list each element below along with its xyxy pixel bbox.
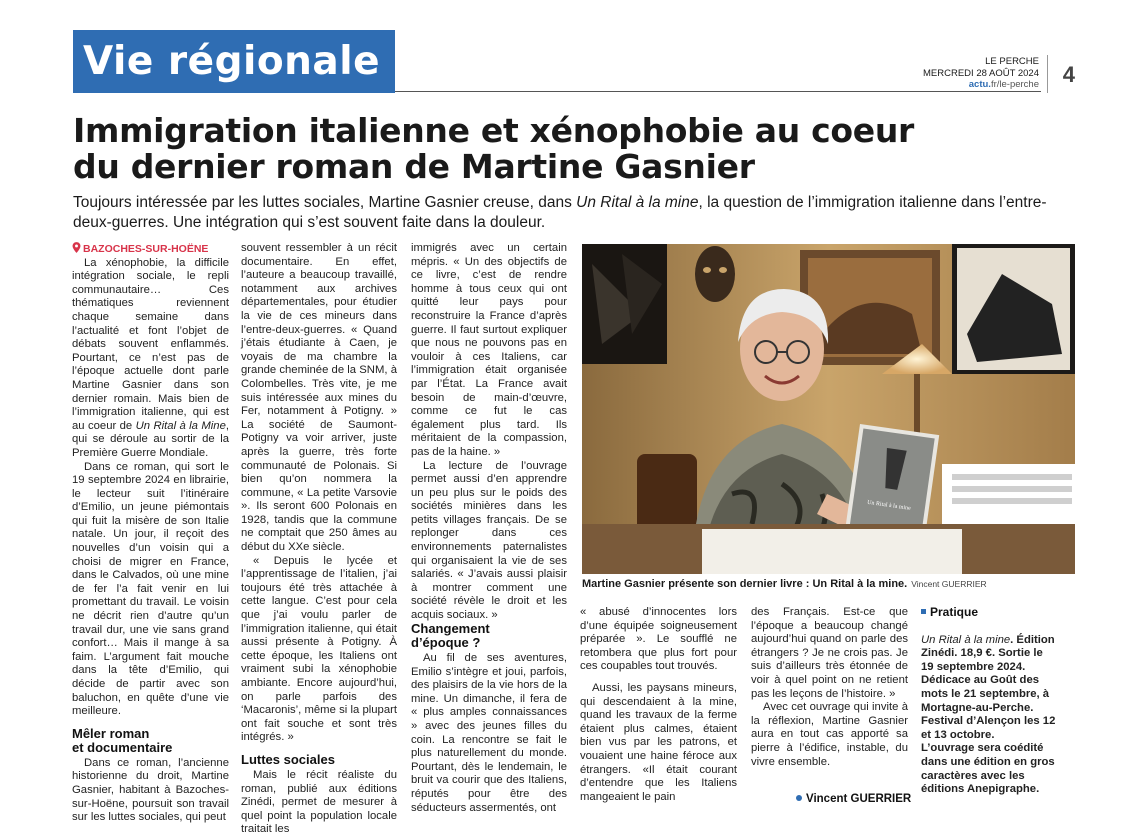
book-title: Un Rital à la mine [921,633,1011,646]
pratique-info [921,634,1056,675]
section-banner [73,30,395,93]
paragraph: La lecture de l’ouvrage permet aussi d’en apprendre un peu plus sur le poids des sociétés minières dans les petits villages français. De se replonger dans ces environnements paternalistes qui organisaient la vie de ses salariés. « J’avais aussi plaisir à montrer comment une société révèle le droit et les acquis sociaux. » [411,459,567,622]
square-bullet-icon [921,609,926,614]
article-column-5 [751,606,908,769]
paragraph: souvent ressembler à un récit documentaire. En effet, l’auteure a beaucoup travaillé, notamment aux archives départementales, pour étudier la vie de ces mineurs dans l’entre-deux-guerres. « Quand j’étais étudiante à Caen, je voyais de ma chambre la grande cheminée de la SNM, à Colombelles. Très vite, je me suis intéressée aux mines du Fer, notamment à Potigny. » La société de Saumont-Potigny va voir arriver, juste après la guerre, très forte communauté de Polonais. Si bien qu’on nommera la commune, « La petite Varsovie ». Ils seront 600 Polonais en 1928, tandis que la commune ne comptait que 250 âmes au début du XXe siècle. [241,242,397,554]
location-name: BAZOCHES-SUR-HOËNE [83,243,209,255]
pratique-line: . Édition Zinédi. 18,9 €. Sortie le 19 septembre 2024. [921,633,1055,673]
article-column-3-lower [411,618,567,815]
bullet-icon [796,795,802,801]
article-lead [73,193,1053,233]
paragraph: Au fil de ses aventures, Emilio s’intègre et joui, parfois, des plaisirs de la vie hors de la mine. Un dimanche, il fera de « plus amples connaissances » avec des jeunes filles du coin. La rencontre se fait le plus naturellement du monde. Pourtant, dès le lendemain, le bruit va courir que des Italiens, réputés pour être des séducteurs assermentés, ont [411,652,567,814]
article-column-4 [580,606,737,804]
paragraph: des Français. Est-ce que l’époque a beaucoup changé aujourd’hui quand on parle des étrangers ? Je ne crois pas. Je suis d’ailleurs très étonnée de voir à quel point on ne retient pas les leçons de l’histoire. » [751,606,908,700]
publication-date: MERCREDI 28 AOÛT 2024 [923,67,1039,79]
lead-part-1: Toujours intéressée par les luttes sociales, Martine Gasnier creuse, dans [73,194,577,211]
subheading-line: et documentaire [72,739,173,755]
article-signature [796,793,911,805]
book-title: Un Rital à la Mine [135,419,226,432]
pratique-box [921,606,1056,797]
section-title: Vie régionale [83,39,381,84]
photo-caption [582,577,1075,591]
paragraph: Avec cet ouvrage qui invite à la réflexion, Martine Gasnier aura en tout cas apporté sa pierre à l’édifice, instable, du vivre ensemble. [751,701,908,768]
paragraph: Mais le récit réaliste du roman, publié aux éditions Zinédi, permet de mesurer à quel point la population locale traitait les [241,768,397,836]
pratique-info: L’ouvrage sera coédité dans une édition en gros caractères avec les éditions Anepigraphe. [921,742,1055,796]
paragraph: « Depuis le lycée et l’apprentissage de l’italien, j’ai toujours été très attachée à cette langue. C’est pour cela que j’ai voulu parler de l’immigration italienne, qui était aussi présente à Potigny. À cette époque, les Italiens ont vraiment subi la xénophobie ambiante. Encore aujourd’hui, on parle parfois des ‘Macaronis’, même si la plupart ont fait souche et sont très intégrés. » [241,554,397,744]
website-path: fr/le-perche [990,79,1039,90]
lead-part-2: , la question de l’immigration italienne dans l’entre-deux-guerres. Une intégration qui s’est souvent faite dans la douleur. [73,194,1047,231]
book-cover-title: Un Rital à la mine [866,499,912,512]
paragraph: Aussi, les paysans mineurs, qui descendaient à la mine, quand les travaux de la ferme étaient plus calmes, étaient bien vus par les patrons, et vouaient une haine féroce aux étrangers. «Il était courant d’entendre que les Italiens mangeaient le pain [580,681,737,803]
paragraph: immigrés avec un certain mépris. « Un des objectifs de ce livre, c’est de rendre homme à tous ceux qui ont quitté leur pays pour reconstruire la France d’après guerre. Il faut surtout expliquer que nous ne pouvons pas en vouloir à ces Italiens, car l’immigration était organisée par l’État. La France avait besoin de main-d’œuvre, comme ce fut le cas également plus tard. Ils méritaient de la compassion, pas de la haine. » [411,242,567,458]
pratique-info: Dédicace au Goût des mots le 21 septembre, à Mortagne-au-Perche. [921,674,1050,714]
subheading-line: d’époque ? [411,635,481,650]
masthead-divider [1047,55,1048,93]
subheading [411,622,567,650]
headline-line-2: du dernier roman de Martine Gasnier [73,147,755,186]
website[interactable] [923,79,1039,91]
subheading-line: Mêler roman [72,725,150,741]
paragraph [72,257,229,461]
pratique-title: Pratique [930,605,979,619]
lead-book-title: Un Rital à la mine [576,194,699,211]
pratique-info: Festival d’Alençon les 12 et 13 octobre. [921,715,1056,741]
subheading: Luttes sociales [241,751,335,767]
article-column-1 [72,242,229,825]
location-pin-icon [72,242,81,253]
website-brand: actu. [968,79,991,90]
location-tag [72,242,229,257]
paragraph: « abusé d’innocentes lors d’une équipée soigneusement préparée ». Le soufflé ne retombera que plus fort pour ces coupables tout trouvés. [580,606,737,673]
page-number: 4 [1062,62,1075,87]
pratique-heading [921,606,1056,620]
paragraph: Dans ce roman, qui sort le 19 septembre 2024 en librairie, le lecteur suit l’itinéraire d’Emilio, un jeune piémontais qui fuit la misère de son Italie natale. Un jour, il reçoit des nouvelles d’un voisin qui a choisi de migrer en France, dans le Calvados, où une mine de fer l’a fait venir en lui promettant du travail. Le voisin ne décrit rien d’autre qu’un travail dur, une vie sans grand confort… Mais il mange à sa faim. L’argument fait mouche dans la tête d’Emilio, qui décide de partir avec son baluchon, en quête d’une vie meilleure. [72,460,229,718]
headline-line-1: Immigration italienne et xénophobie au coeur [73,111,914,150]
article-column-3 [411,242,567,623]
subheading-line: Changement [411,621,490,636]
masthead-meta [923,56,1039,91]
article-photo [582,244,1075,574]
subheading [72,727,229,755]
article-headline [73,113,1053,185]
photo-credit: Vincent GUERRIER [911,579,987,589]
author-name: Vincent GUERRIER [806,793,912,805]
header-rule [395,91,1041,92]
paragraph-text: La xénophobie, la difficile intégration sociale, le repli communautaire… Ces thématiques reviennent chaque semaine dans l’actualité et font l’objet de débats souvent enflammés. Pourtant, ce n’est pas de l’époque actuelle dont parle Martine Gasnier dans son dernier romain. Mais bien de l’immigration italienne, qui est au coeur de [72,256,229,432]
caption-text: Martine Gasnier présente son dernier livre : Un Rital à la mine. [582,578,908,590]
paragraph: Dans ce roman, l’ancienne historienne du droit, Martine Gasnier, habitant à Bazoches-sur-Hoëne, poursuit son travail sur les luttes sociales, qui peut [72,756,229,824]
article-column-2 [241,242,397,836]
paragraph-text: , qui se déroule au sortir de la Première Guerre Mondiale. [72,419,230,459]
photo-illustration [582,244,1075,574]
publication-name: LE PERCHE [985,56,1039,67]
